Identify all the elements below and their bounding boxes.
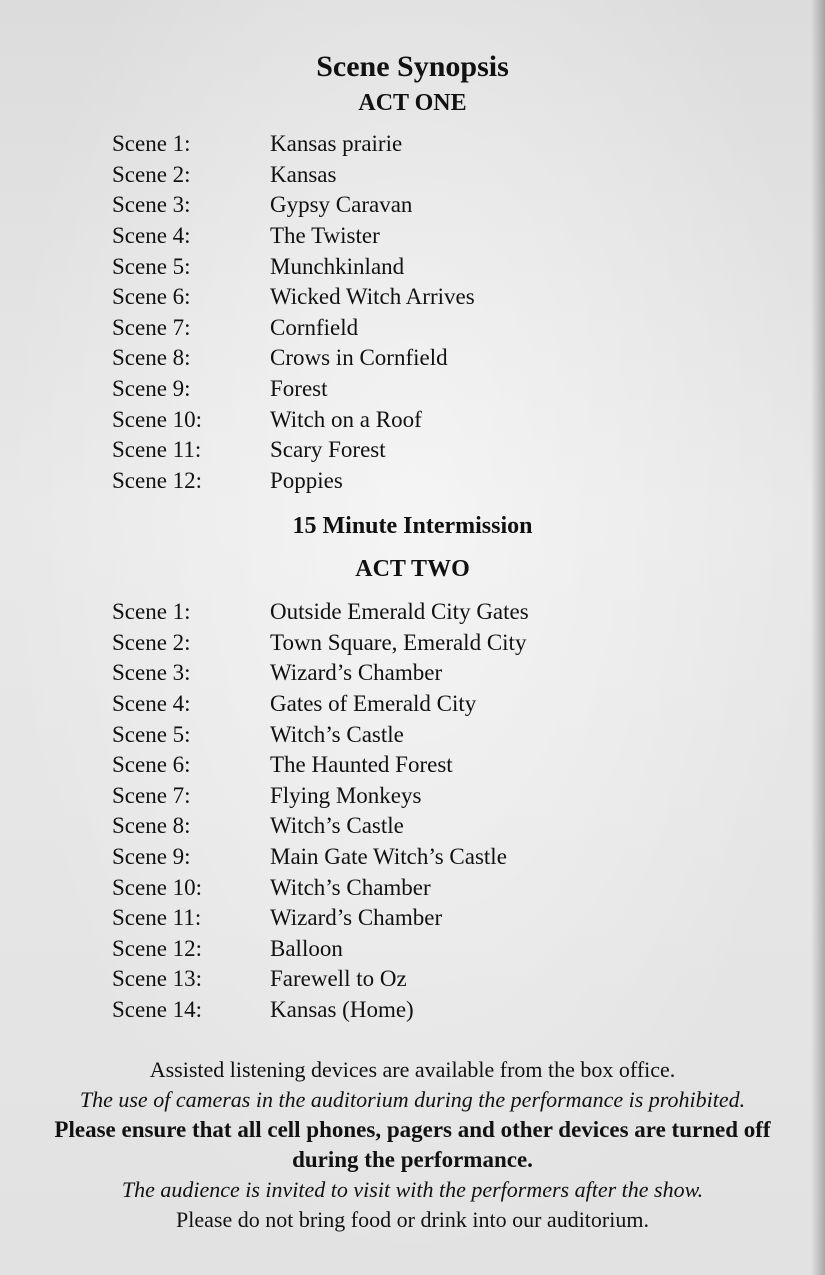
- scene-name: Forest: [270, 376, 328, 402]
- scene-name: Witch on a Roof: [270, 406, 422, 432]
- scene-name: Scary Forest: [270, 437, 386, 463]
- performer-visit-notice: The audience is invited to visit with the performers after the show.: [121, 1177, 704, 1202]
- scene-row: [112, 597, 529, 628]
- scene-row: [112, 435, 475, 466]
- scene-row: [112, 160, 475, 191]
- scene-name: Witch’s Chamber: [270, 874, 431, 900]
- scene-row: [112, 964, 529, 995]
- scene-name: Gates of Emerald City: [270, 691, 477, 717]
- scene-number: Scene 13:: [112, 966, 203, 992]
- scene-row: [112, 872, 529, 903]
- scene-row: [112, 842, 529, 873]
- scene-number: Scene 2:: [112, 629, 191, 655]
- scene-row: [112, 313, 475, 344]
- scene-row: [112, 343, 475, 374]
- audience-notices: [40, 1055, 785, 1235]
- cell-phone-notice: Please ensure that all cell phones, pagers and other devices are turned off during the performance.: [54, 1117, 771, 1172]
- scene-row: [112, 689, 529, 720]
- scene-row: [112, 811, 529, 842]
- scene-number: Scene 14:: [112, 997, 203, 1023]
- act-one-heading: ACT ONE: [358, 90, 467, 116]
- scene-row: [112, 221, 475, 252]
- scene-name: Flying Monkeys: [270, 782, 422, 808]
- scene-number: Scene 4:: [112, 223, 191, 249]
- scene-name: Wicked Witch Arrives: [270, 284, 475, 310]
- act-one-scene-list: [112, 129, 475, 496]
- act-two-heading: ACT TWO: [355, 556, 470, 582]
- page-title: Scene Synopsis: [316, 50, 509, 83]
- scene-row: [112, 934, 529, 965]
- scene-name: The Twister: [270, 223, 380, 249]
- scene-number: Scene 1:: [112, 599, 191, 625]
- act-two-scene-list: [112, 597, 529, 1025]
- scene-row: [112, 903, 529, 934]
- scene-row: [112, 995, 529, 1026]
- scene-name: Kansas (Home): [270, 997, 414, 1023]
- scene-name: Crows in Cornfield: [270, 345, 448, 371]
- scene-row: [112, 282, 475, 313]
- scene-number: Scene 10:: [112, 406, 203, 432]
- scene-name: Kansas: [270, 161, 337, 187]
- scene-row: [112, 658, 529, 689]
- scene-row: [112, 719, 529, 750]
- scene-name: The Haunted Forest: [270, 752, 453, 778]
- scene-name: Farewell to Oz: [270, 966, 407, 992]
- scene-number: Scene 7:: [112, 782, 191, 808]
- scene-row: [112, 251, 475, 282]
- scene-row: [112, 374, 475, 405]
- scene-number: Scene 4:: [112, 691, 191, 717]
- page-edge-shadow: [811, 0, 825, 1275]
- food-drink-notice: Please do not bring food or drink into our auditorium.: [176, 1207, 649, 1232]
- scene-number: Scene 3:: [112, 192, 191, 218]
- scene-name: Balloon: [270, 935, 343, 961]
- scene-number: Scene 10:: [112, 874, 203, 900]
- scene-number: Scene 6:: [112, 752, 191, 778]
- listening-devices-notice: Assisted listening devices are available from the box office.: [149, 1057, 676, 1082]
- scene-number: Scene 5:: [112, 721, 191, 747]
- scene-row: [112, 129, 475, 160]
- camera-notice: The use of cameras in the auditorium during the performance is prohibited.: [79, 1087, 746, 1112]
- intermission-heading: 15 Minute Intermission: [292, 513, 533, 539]
- scene-name: Wizard’s Chamber: [270, 660, 443, 686]
- scene-name: Poppies: [270, 467, 343, 493]
- scene-number: Scene 7:: [112, 314, 191, 340]
- scene-name: Main Gate Witch’s Castle: [270, 844, 507, 870]
- scene-number: Scene 12:: [112, 467, 203, 493]
- scene-number: Scene 8:: [112, 813, 191, 839]
- scene-row: [112, 750, 529, 781]
- scene-number: Scene 11:: [112, 905, 202, 931]
- scene-number: Scene 2:: [112, 161, 191, 187]
- scene-number: Scene 9:: [112, 376, 191, 402]
- scene-name: Outside Emerald City Gates: [270, 599, 529, 625]
- scene-name: Cornfield: [270, 314, 359, 340]
- scene-number: Scene 8:: [112, 345, 191, 371]
- scene-row: [112, 628, 529, 659]
- scene-name: Wizard’s Chamber: [270, 905, 443, 931]
- scene-number: Scene 12:: [112, 935, 203, 961]
- scene-name: Kansas prairie: [270, 131, 403, 157]
- scene-row: [112, 190, 475, 221]
- scene-number: Scene 11:: [112, 437, 202, 463]
- scene-number: Scene 1:: [112, 131, 191, 157]
- scene-row: [112, 404, 475, 435]
- scene-name: Gypsy Caravan: [270, 192, 413, 218]
- scene-number: Scene 6:: [112, 284, 191, 310]
- scene-row: [112, 466, 475, 497]
- scene-row: [112, 781, 529, 812]
- scene-name: Town Square, Emerald City: [270, 629, 527, 655]
- scene-name: Munchkinland: [270, 253, 405, 279]
- scene-number: Scene 5:: [112, 253, 191, 279]
- scene-name: Witch’s Castle: [270, 721, 404, 747]
- scene-number: Scene 3:: [112, 660, 191, 686]
- scene-name: Witch’s Castle: [270, 813, 404, 839]
- scene-number: Scene 9:: [112, 844, 191, 870]
